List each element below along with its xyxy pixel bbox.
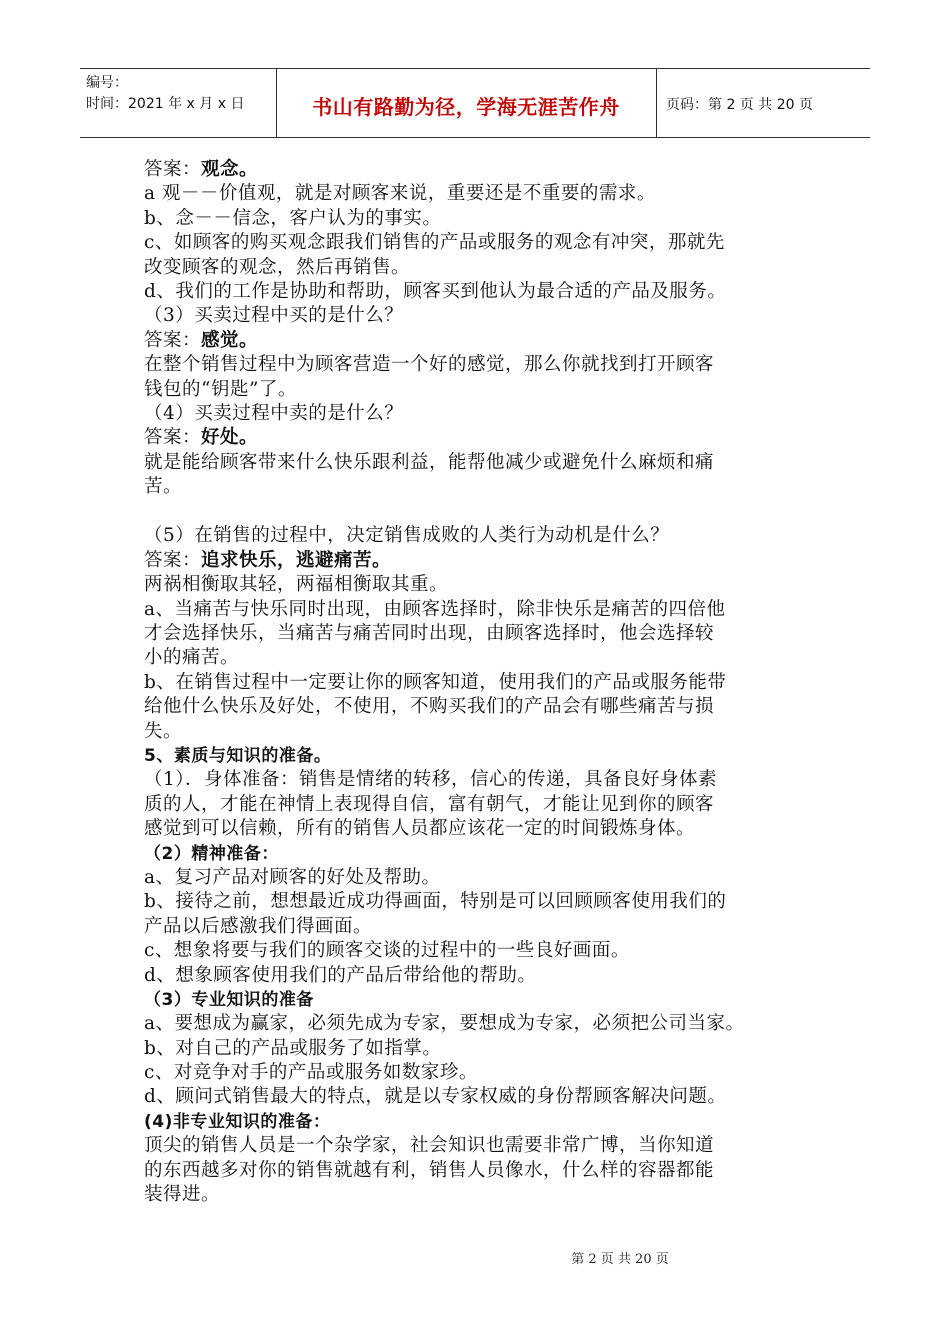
answer-label: 答案： <box>144 159 202 180</box>
header-page-info: 页码：第 2 页 共 20 页 <box>666 97 813 113</box>
section-heading: (4)非专业知识的准备： <box>144 1111 331 1132</box>
text-line: 顶尖的销售人员是一个杂学家，社会知识也需要非常广博，当你知道 <box>144 1135 715 1157</box>
date-line: 时间：2021 年 x 月 x 日 <box>86 96 245 112</box>
text-line: a、当痛苦与快乐同时出现，由顾客选择时，除非快乐是痛苦的四倍他 <box>144 598 726 620</box>
text-line: b、念－－信念，客户认为的事实。 <box>144 207 442 229</box>
text-line: 失。 <box>144 720 183 742</box>
text-line: 苦。 <box>144 476 183 498</box>
document-body <box>144 158 824 1207</box>
answer-keyword: 追求快乐，逃避痛苦。 <box>201 549 392 571</box>
text-line: 小的痛苦。 <box>144 647 240 669</box>
answer-label: 答案： <box>144 329 202 351</box>
section-heading: （2）精神准备： <box>144 843 279 864</box>
text-line: 的东西越多对你的销售就越有利，销售人员像水，什么样的容器都能 <box>144 1159 715 1181</box>
text-line: b、在销售过程中一定要让你的顾客知道，使用我们的产品或服务能带 <box>144 671 727 693</box>
text-line: （5）在销售的过程中，决定销售成败的人类行为动机是什么？ <box>144 525 670 547</box>
answer-label: 答案： <box>144 427 202 449</box>
answer-label: 答案： <box>144 549 202 571</box>
text-line: 才会选择快乐，当痛苦与痛苦同时出现，由顾客选择时，他会选择较 <box>144 623 715 645</box>
answer-keyword: 好处。 <box>201 427 259 449</box>
text-line: c、如顾客的购买观念跟我们销售的产品或服务的观念有冲突，那就先 <box>144 232 725 254</box>
text-line: a、复习产品对顾客的好处及帮助。 <box>144 866 441 888</box>
text-line: （4）买卖过程中卖的是什么？ <box>144 402 404 424</box>
text-line: c、想象将要与我们的顾客交谈的过程中的一些良好画面。 <box>144 940 630 962</box>
text-line: 质的人，才能在神情上表现得自信，富有朝气，才能让见到你的顾客 <box>144 793 715 815</box>
section-heading: （3）专业知识的准备 <box>144 989 314 1010</box>
section-heading: 5、素质与知识的准备。 <box>144 745 332 766</box>
text-line: a 观－－价值观，就是对顾客来说，重要还是不重要的需求。 <box>144 183 656 205</box>
text-line: 改变顾客的观念，然后再销售。 <box>144 256 411 278</box>
text-line: b、接待之前，想想最近成功得画面，特别是可以回顾顾客使用我们的 <box>144 891 727 913</box>
answer-line <box>144 426 824 450</box>
header-meta <box>86 73 244 115</box>
text-line <box>144 499 824 524</box>
text-line: 就是能给顾客带来什么快乐跟利益，能帮他减少或避免什么麻烦和痛 <box>144 451 715 473</box>
header-divider <box>656 69 657 137</box>
text-line: a、要想成为赢家，必须先成为专家，要想成为专家，必须把公司当家。 <box>144 1013 745 1035</box>
answer-keyword: 观念。 <box>201 159 259 180</box>
text-line: d、顾问式销售最大的特点，就是以专家权威的身份帮顾客解决问题。 <box>144 1086 727 1108</box>
text-line: b、对自己的产品或服务了如指掌。 <box>144 1037 442 1059</box>
text-line: （3）买卖过程中买的是什么？ <box>144 305 404 327</box>
text-line: 在整个销售过程中为顾客营造一个好的感觉，那么你就找到打开顾客 <box>144 354 715 376</box>
text-line: 两祸相衡取其轻，两福相衡取其重。 <box>144 574 449 596</box>
text-line: （1）．身体准备：销售是情绪的转移，信心的传递，具备良好身体素 <box>144 769 718 791</box>
page-footer: 第 2 页 共 20 页 <box>571 1252 669 1267</box>
text-line: 感觉到可以信赖，所有的销售人员都应该花一定的时间锻炼身体。 <box>144 818 696 840</box>
text-line: 装得进。 <box>144 1184 221 1206</box>
text-line: 产品以后感激我们得画面。 <box>144 915 373 937</box>
answer-line <box>144 329 824 353</box>
text-line: d、我们的工作是协助和帮助，顾客买到他认为最合适的产品及服务。 <box>144 280 727 302</box>
text-line: 钱包的“钥匙”了。 <box>144 378 297 400</box>
answer-line <box>144 549 824 573</box>
text-line: d、想象顾客使用我们的产品后带给他的帮助。 <box>144 964 537 986</box>
page-header <box>80 68 870 138</box>
number-label: 编号： <box>86 75 128 91</box>
text-line: c、对竞争对手的产品或服务如数家珍。 <box>144 1062 478 1084</box>
answer-line <box>144 158 824 182</box>
text-line: 给他什么快乐及好处，不使用，不购买我们的产品会有哪些痛苦与损 <box>144 696 715 718</box>
answer-keyword: 感觉。 <box>201 329 259 351</box>
header-motto: 书山有路勤为径，学海无涯苦作舟 <box>312 95 620 119</box>
